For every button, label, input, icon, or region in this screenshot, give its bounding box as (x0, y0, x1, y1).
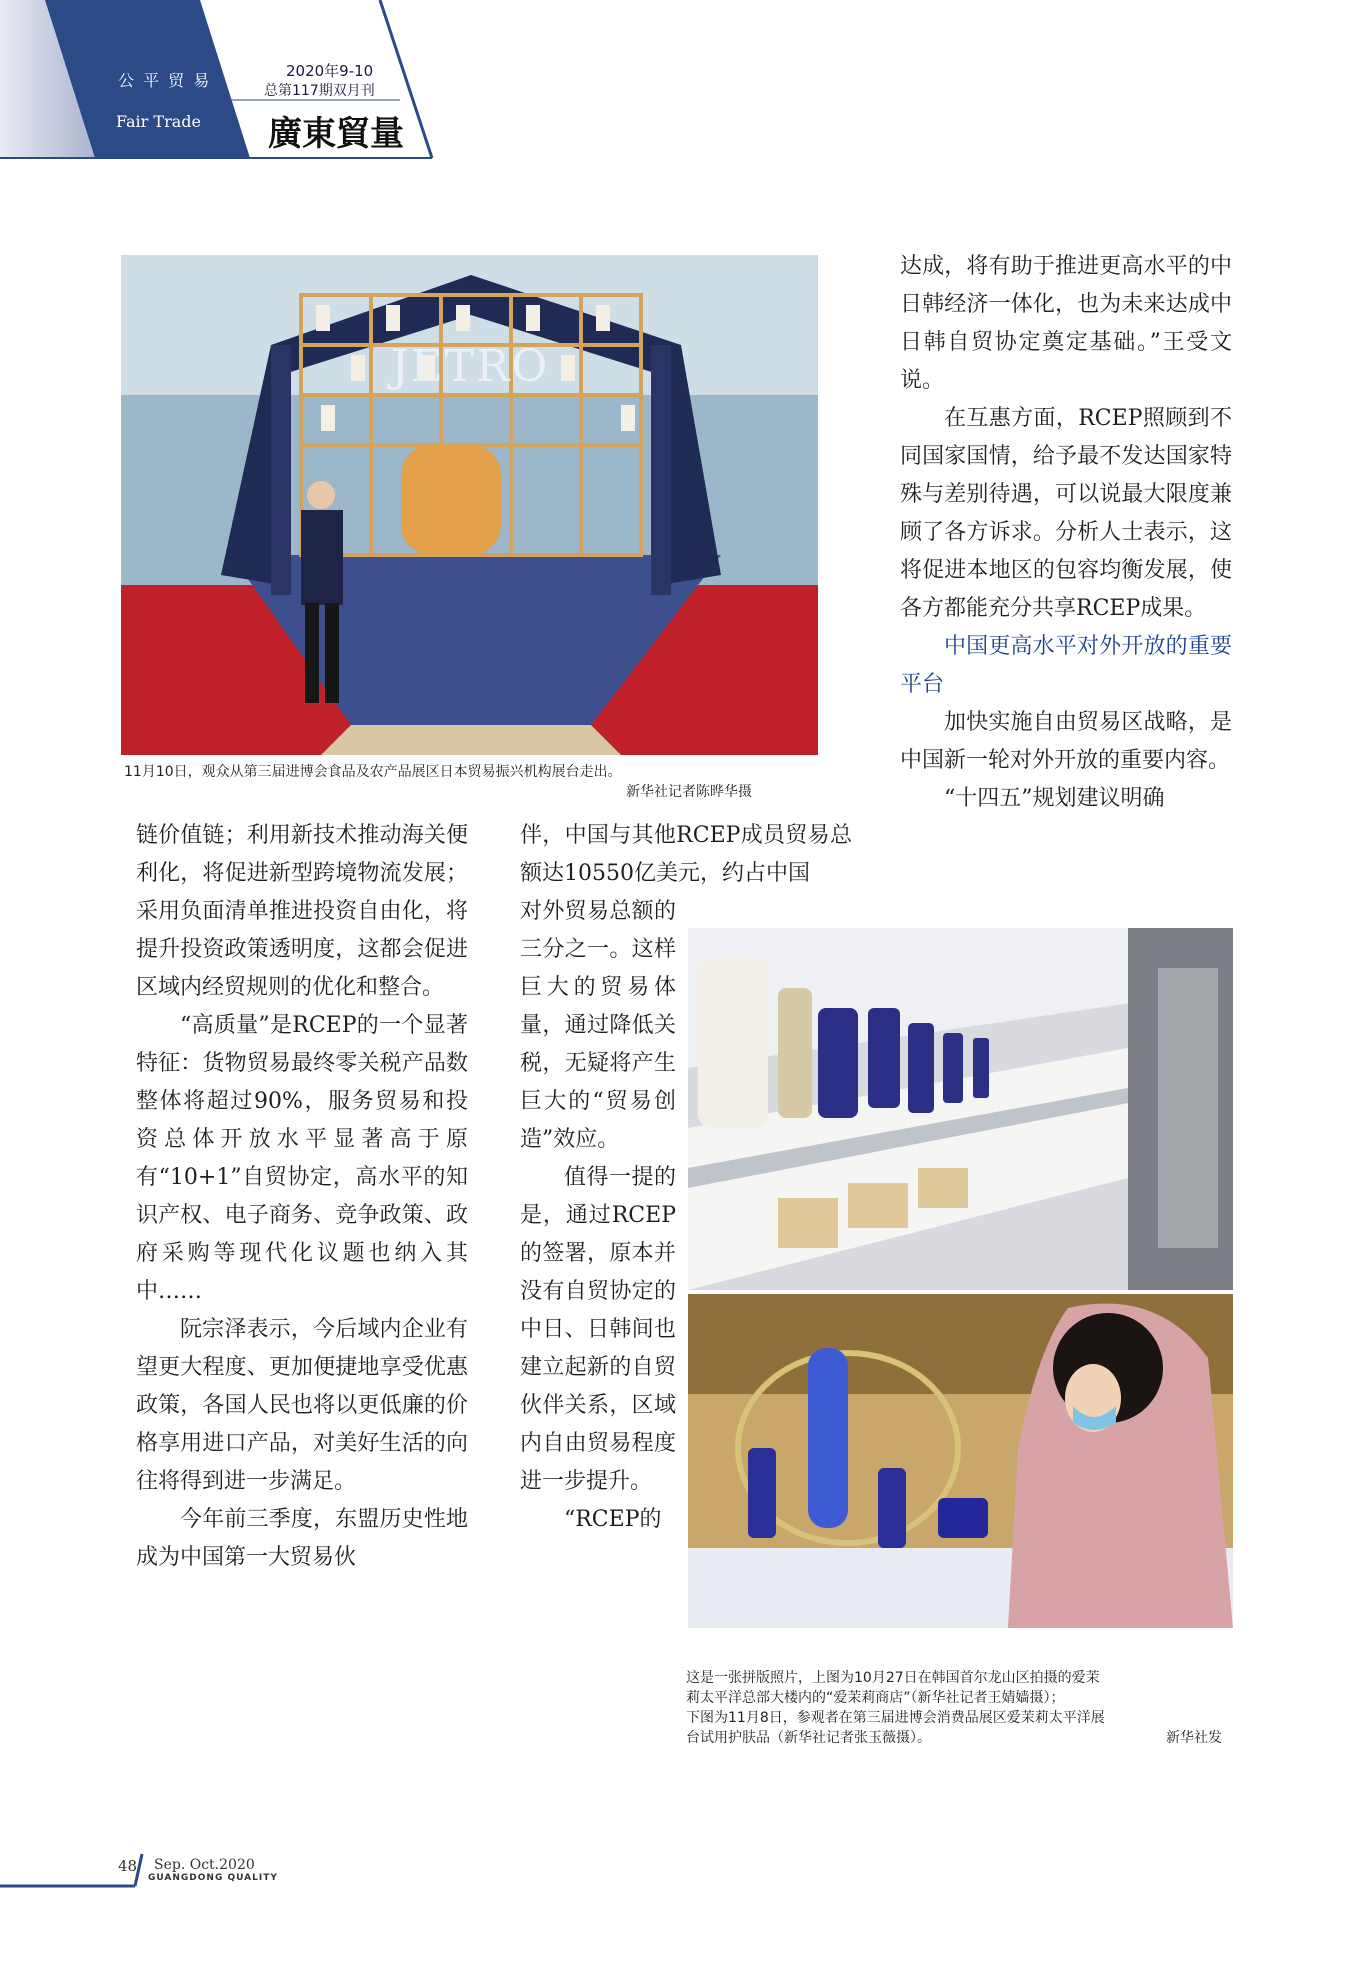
paragraph: 链价值链；利用新技术推动海关便利化，将促进新型跨境物流发展；采用负面清单推进投资自由化，将提升投资政策透明度，这都会促进区域内经贸规则的优化和整合。 (136, 823, 468, 1000)
column-middle (520, 893, 676, 1539)
photo-bottom-caption-1: 这是一张拼版照片，上图为10月27日在韩国首尔龙山区拍摄的爱茉 (686, 1670, 1100, 1686)
issue-date: 2020年9-10 (286, 62, 374, 80)
paragraph: 伴，中国与其他RCEP成员贸易总额达10550亿美元，约占中国 (520, 823, 852, 886)
photo-bottom-credit: 新华社发 (1166, 1730, 1222, 1746)
photo-cosmetics-composite (688, 928, 1233, 1628)
magazine-name: 廣東貿量 (268, 114, 404, 154)
photo-bottom-caption-2: 莉太平洋总部大楼内的“爱茉莉商店”（新华社记者王婧嫱摄）； (686, 1690, 1065, 1706)
paragraph: “高质量”是RCEP的一个显著特征：货物贸易最终零关税产品数整体将超过90%，服务贸易和投资总体开放水平显著高于原有“10+1”自贸协定，高水平的知识产权、电子商务、竞争政策、政府采购等现代化议题也纳入其中…… (136, 1013, 468, 1304)
paragraph: 达成，将有助于推进更高水平的中日韩经济一体化，也为未来达成中日韩自贸协定奠定基础。”王受文说。 (900, 254, 1232, 393)
photo-jetro-booth (121, 255, 818, 755)
photo-bottom-caption-3: 下图为11月8日，参观者在第三届进博会消费品展区爱茉莉太平洋展 (686, 1710, 1105, 1726)
footer-publication: GUANGDONG QUALITY (148, 1873, 278, 1883)
paragraph: “RCEP的 (564, 1507, 662, 1532)
column-left (136, 817, 468, 1577)
section-subheading: 中国更高水平对外开放的重要平台 (900, 634, 1232, 697)
paragraph: “十四五”规划建议明确 (944, 786, 1165, 811)
paragraph: 加快实施自由贸易区战略，是中国新一轮对外开放的重要内容。 (900, 710, 1232, 773)
booth-sign: JETRO (391, 341, 550, 392)
paragraph: 对外贸易总额的三分之一。这样巨大的贸易体量，通过降低关税，无疑将产生巨大的“贸易创造”效应。 (520, 899, 676, 1152)
issue-number: 总第117期双月刊 (264, 83, 375, 99)
paragraph: 今年前三季度，东盟历史性地成为中国第一大贸易伙 (136, 1507, 468, 1570)
page-number: 48 (118, 1857, 138, 1875)
footer-date: Sep. Oct.2020 (154, 1857, 255, 1873)
paragraph: 阮宗泽表示，今后域内企业有望更大程度、更加便捷地享受优惠政策，各国人民也将以更低廉的价格享用进口产品，对美好生活的向往将得到进一步满足。 (136, 1317, 468, 1494)
paragraph: 在互惠方面，RCEP照顾到不同国家国情，给予最不发达国家特殊与差别待遇，可以说最大限度兼顾了各方诉求。分析人士表示，这将促进本地区的包容均衡发展，使各方都能充分共享RCEP成果。 (900, 406, 1232, 621)
column-middle-top (520, 817, 852, 893)
photo-bottom-caption-4: 台试用护肤品（新华社记者张玉薇摄）。 (686, 1730, 931, 1746)
photo-top-credit: 新华社记者陈晔华摄 (626, 784, 752, 800)
column-right-top (900, 248, 1232, 818)
section-title-cn: 公 平 贸 易 (118, 71, 212, 90)
section-title-en: Fair Trade (116, 112, 201, 131)
paragraph: 值得一提的是，通过RCEP的签署，原本并没有自贸协定的中日、日韩间也建立起新的自贸伙伴关系，区域内自由贸易程度进一步提升。 (520, 1165, 676, 1494)
photo-top-caption: 11月10日，观众从第三届进博会食品及农产品展区日本贸易振兴机构展台走出。 (124, 764, 622, 780)
